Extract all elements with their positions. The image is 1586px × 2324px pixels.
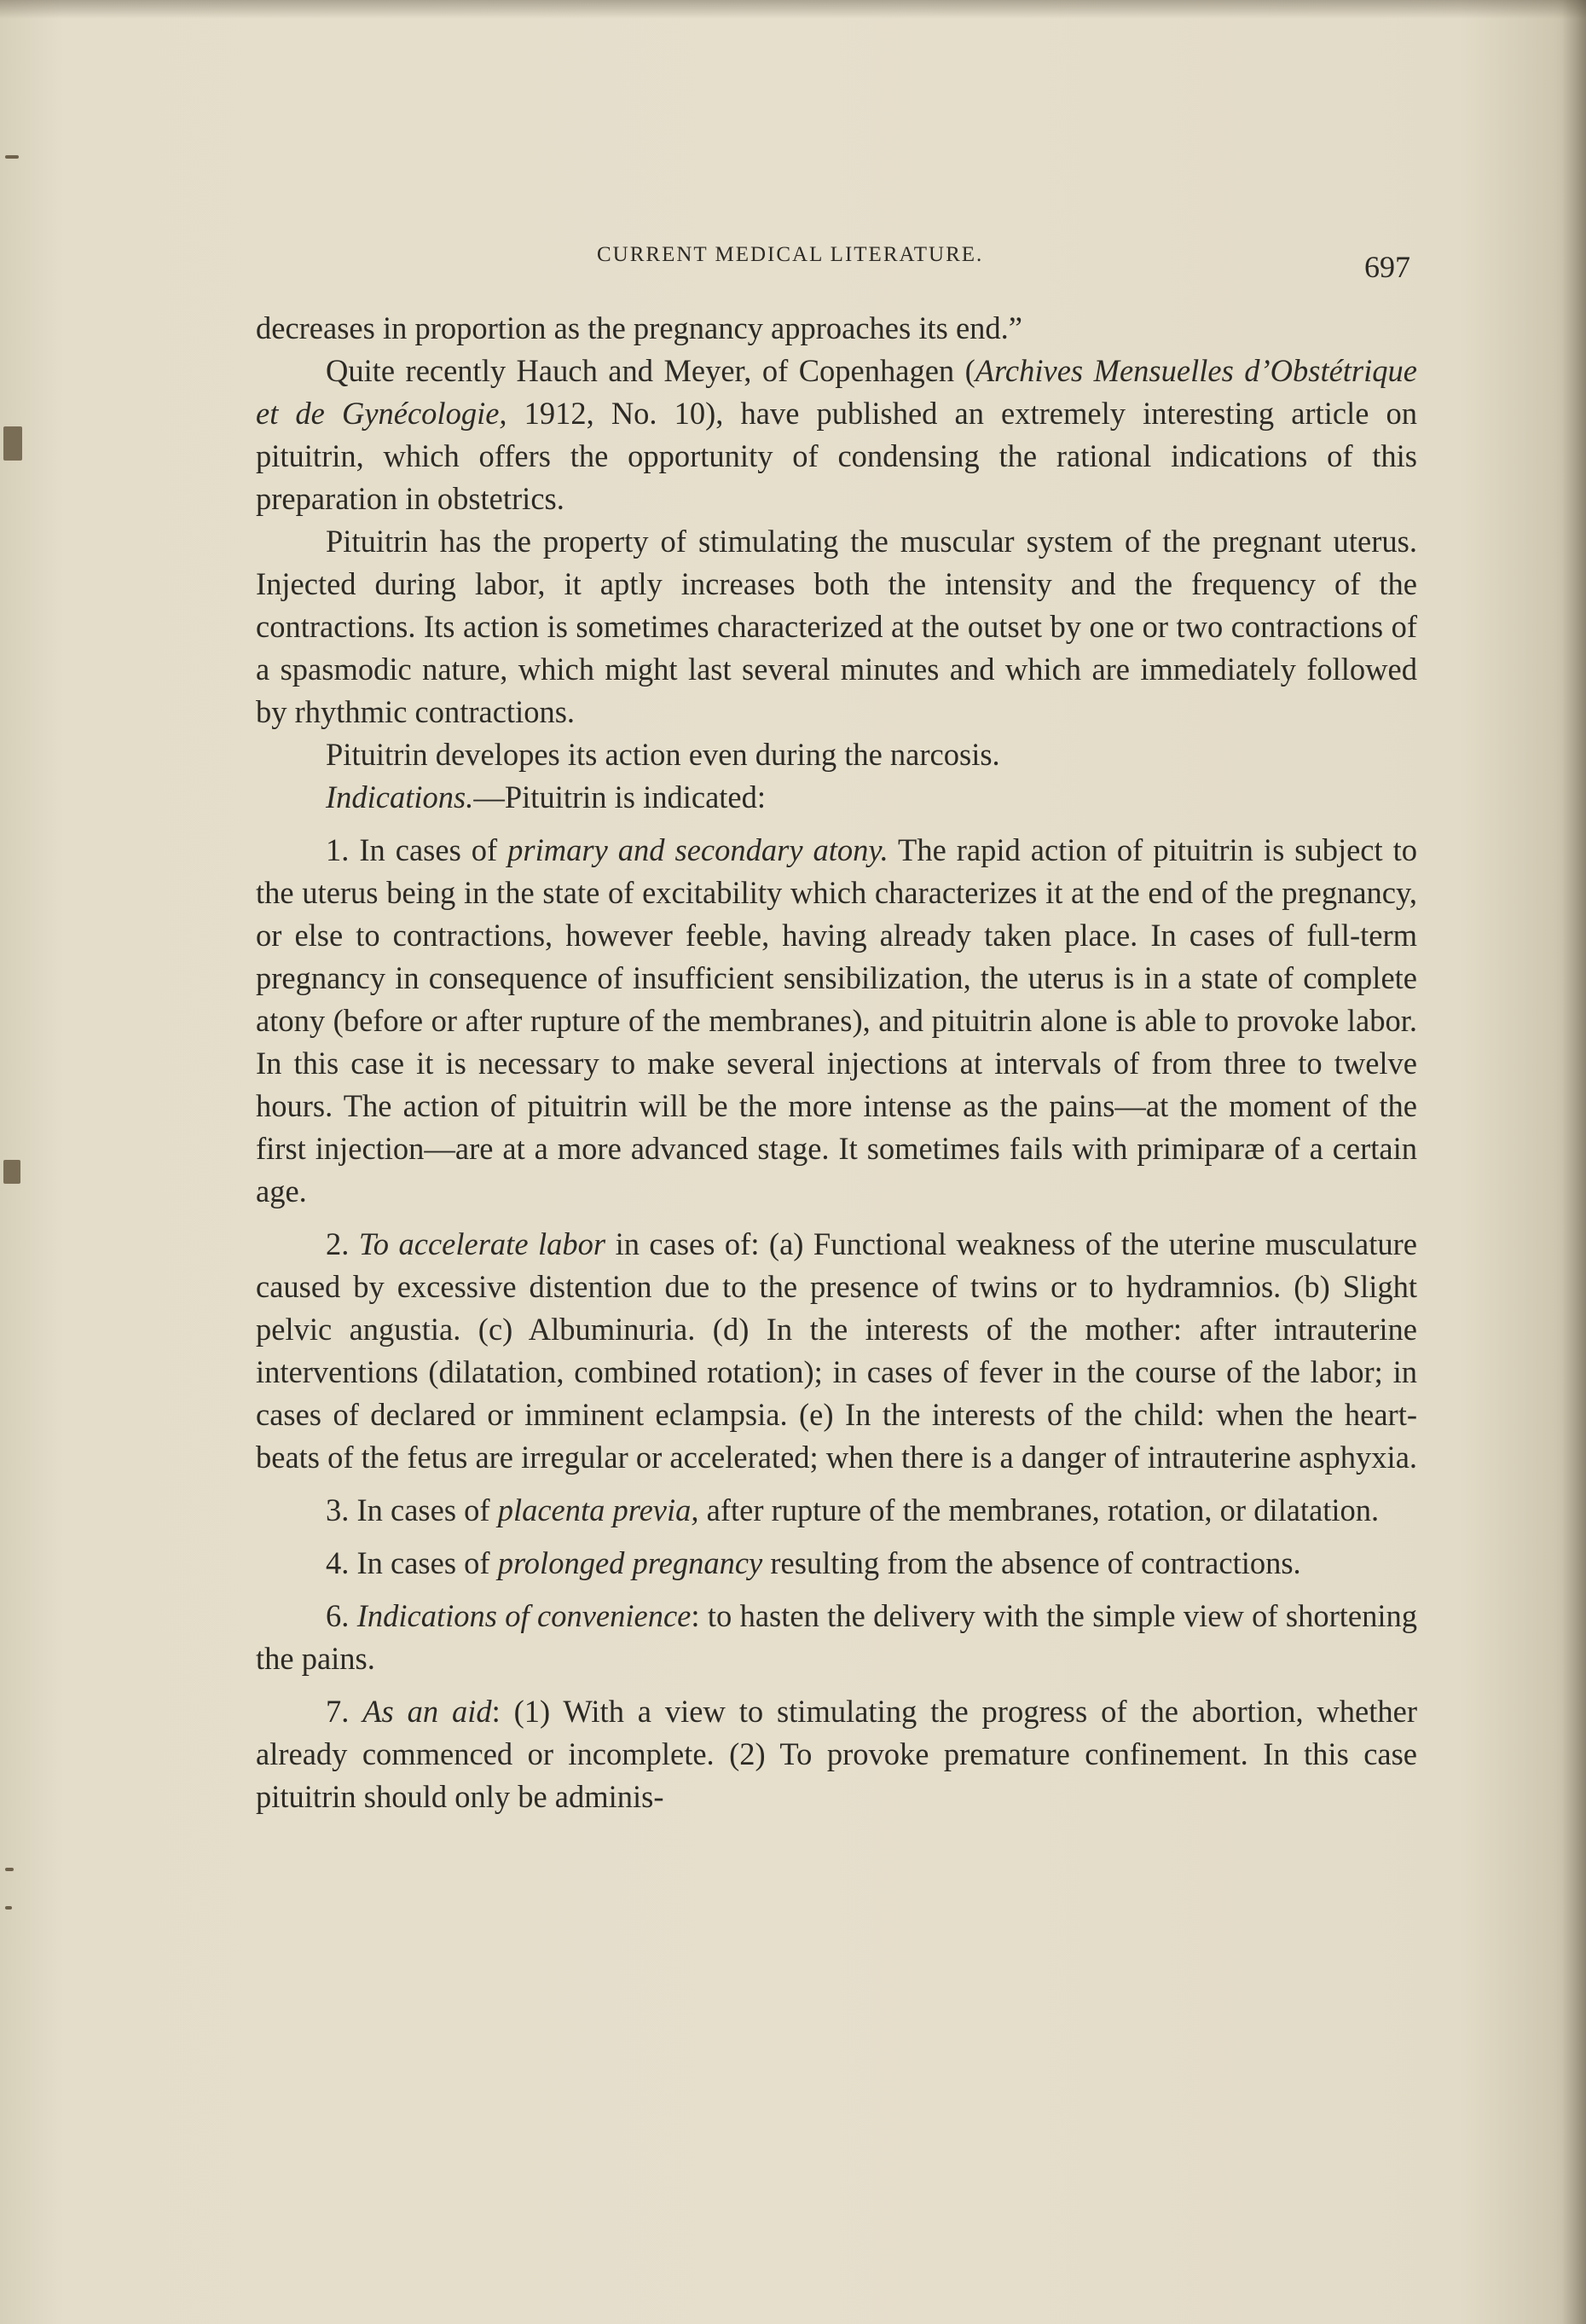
paragraph-indications: Indications.—Pituitrin is indicated: xyxy=(326,779,767,814)
indication-item-6: 6. Indications of convenience: to hasten the delivery with the simple view of shortening the pains. xyxy=(256,1598,1418,1676)
running-header: CURRENT MEDICAL LITERATURE. xyxy=(597,243,984,266)
item-number: 1. xyxy=(326,832,350,867)
journal-title: Archives Mensuelles d’Obstétrique et de Gynécologie, xyxy=(256,353,1417,431)
binding-mark xyxy=(3,1160,20,1184)
item-number: 6. xyxy=(326,1598,350,1633)
item-number: 7. xyxy=(326,1694,350,1729)
paragraph-continuation: decreases in proportion as the pregnancy approaches its end.” xyxy=(256,310,1022,345)
page-gutter-shadow xyxy=(1562,0,1586,2324)
paragraph-pituitrin-property: Pituitrin has the property of stimulating the muscular system of the pregnant uterus. Injected during labor, it aptly increases both the intensity and the frequency of the contractions. Its action is sometimes characterized at the outset by one or two contractions of a spasmodic nature, which might last several minutes and which are immediately followed by rhythmic contractions. xyxy=(256,524,1417,729)
indication-item-3: 3. In cases of placenta previa, after rupture of the membranes, rotation, or dilatation. xyxy=(326,1492,1380,1527)
paragraph-narcosis: Pituitrin developes its action even during the narcosis. xyxy=(326,737,1000,772)
indications-heading: Indications. xyxy=(326,779,474,814)
item-number: 3. xyxy=(326,1492,350,1527)
item-number: 2. xyxy=(326,1226,350,1261)
binding-mark xyxy=(5,155,19,159)
page-number: 697 xyxy=(1364,250,1410,284)
article-body xyxy=(256,307,1417,1818)
binding-mark xyxy=(3,426,22,461)
item-number: 4. xyxy=(326,1545,350,1580)
binding-mark xyxy=(5,1868,14,1871)
indication-item-2: 2. To accelerate labor in cases of: (a) Functional weakness of the uterine musculature caused by excessive distention due to the presence of twins or to hydramnios. (b) Slight pelvic angustia. (c) Albuminuria. (d) In the interests of the mother: after intrauterine interventions (dilatation, combined rotation); in cases of fever in the course of the labor; in cases of declared or imminent eclampsia. (e) In the interests of the child: when the heart-beats of the fetus are irregular or accelerated; when there is a danger of intrauterine asphyxia. xyxy=(256,1226,1418,1475)
binding-mark xyxy=(5,1906,12,1910)
indication-item-7: 7. As an aid: (1) With a view to stimulating the progress of the abortion, whether already commenced or incomplete. (2) To provoke premature confinement. In this case pituitrin should only be adminis- xyxy=(256,1694,1417,1814)
indication-item-4: 4. In cases of prolonged pregnancy resulting from the absence of contractions. xyxy=(326,1545,1301,1580)
page-top-shadow xyxy=(0,0,1586,19)
indication-item-1: 1. In cases of primary and secondary atony. The rapid action of pituitrin is subject to the uterus being in the state of excitability which characterizes it at the end of the pregnancy, or else to contractions, however feeble, having already taken place. In cases of full-term pregnancy in consequence of insufficient sensibilization, the uterus is in a state of complete atony (before or after rupture of the membranes), and pituitrin alone is able to provoke labor. In this case it is necessary to make several injections at intervals of from three to twelve hours. The action of pituitrin will be the more intense as the pains—at the moment of the first injection—are at a more advanced stage. It sometimes fails with primiparæ of a certain age. xyxy=(256,832,1418,1208)
paragraph-hauch-meyer: Quite recently Hauch and Meyer, of Copenhagen (Archives Mensuelles d’Obstétrique et de Gynécologie, 1912, No. 10), have published an extremely interesting article on pituitrin, which offers the opportunity of condensing the rational indications of this preparation in obstetrics. xyxy=(256,353,1417,516)
